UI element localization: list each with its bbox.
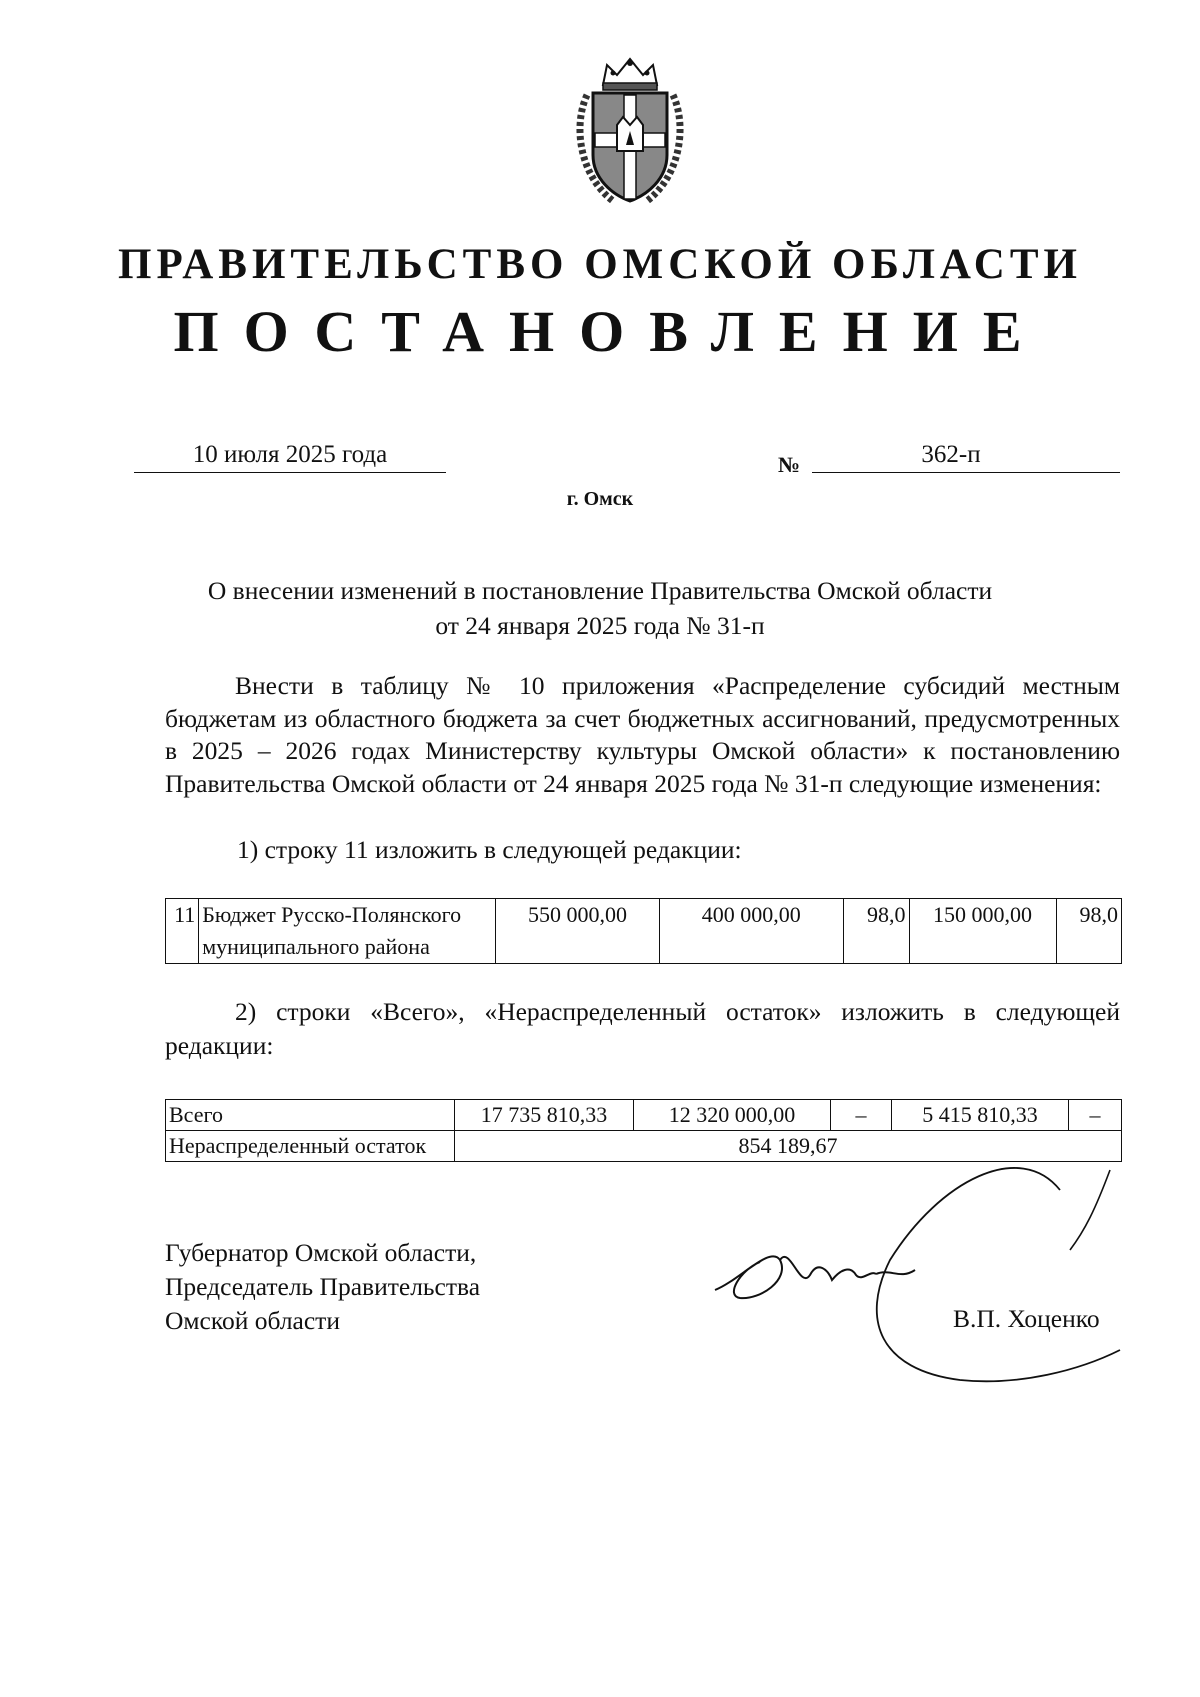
item-1-text: 1) строку 11 изложить в следующей редакции: — [237, 835, 742, 864]
total-label: Всего — [166, 1100, 455, 1131]
total-value-1: 17 735 810,33 — [455, 1100, 634, 1131]
city: г. Омск — [566, 488, 634, 510]
value-3: 98,0 — [844, 899, 909, 964]
document-date: 10 июля 2025 года — [134, 438, 446, 473]
budget-name: Бюджет Русско-Полянского муниципального района — [199, 899, 496, 964]
signatory-line-1: Губернатор Омской области, — [165, 1238, 477, 1267]
row-11-table — [165, 898, 1122, 964]
total-value-2: 12 320 000,00 — [634, 1100, 831, 1131]
unallocated-value: 854 189,67 — [455, 1131, 1122, 1162]
signatory-name: В.П. Хоценко — [953, 1304, 1100, 1333]
omsk-coat-of-arms-icon — [573, 55, 687, 207]
subject-line-1: О внесении изменений в постановление Правительства Омской области — [207, 576, 993, 605]
value-2: 400 000,00 — [659, 899, 844, 964]
handwritten-signature — [700, 1150, 1140, 1390]
signatory-line-2: Председатель Правительства — [165, 1272, 481, 1301]
total-value-3: – — [831, 1100, 892, 1131]
number-sign: № — [778, 452, 801, 477]
value-4: 150 000,00 — [909, 899, 1056, 964]
total-value-4: 5 415 810,33 — [892, 1100, 1069, 1131]
government-name: ПРАВИТЕЛЬСТВО ОМСКОЙ ОБЛАСТИ — [118, 241, 1082, 288]
unallocated-label: Нераспределенный остаток — [166, 1131, 455, 1162]
document-number: 362-п — [812, 438, 1120, 473]
row-number: 11 — [166, 899, 199, 964]
table-row — [166, 1100, 1122, 1131]
document-subject — [150, 573, 1050, 643]
signatory-line-3: Омской области — [165, 1306, 340, 1335]
table-row — [166, 899, 1122, 964]
body-intro: Внести в таблицу № 10 приложения «Распределение субсидий местным бюджетам из областного бюджета за счет бюджетных ассигнований, предусмотренных в 2025 – 2026 годах Министерству культуры Омской области» к постановлению Правительства Омской области от 24 января 2025 года № 31-п следующие изменения: — [165, 671, 1120, 798]
document-type: ПОСТАНОВЛЕНИЕ — [173, 299, 1047, 364]
subject-line-2: от 24 января 2025 года № 31-п — [435, 611, 765, 640]
total-value-5: – — [1069, 1100, 1122, 1131]
value-1: 550 000,00 — [496, 899, 659, 964]
item-2-text: 2) строки «Всего», «Нераспределенный остаток» изложить в следующей редакции: — [165, 997, 1120, 1060]
value-5: 98,0 — [1056, 899, 1122, 964]
signatory-title — [165, 1236, 480, 1338]
